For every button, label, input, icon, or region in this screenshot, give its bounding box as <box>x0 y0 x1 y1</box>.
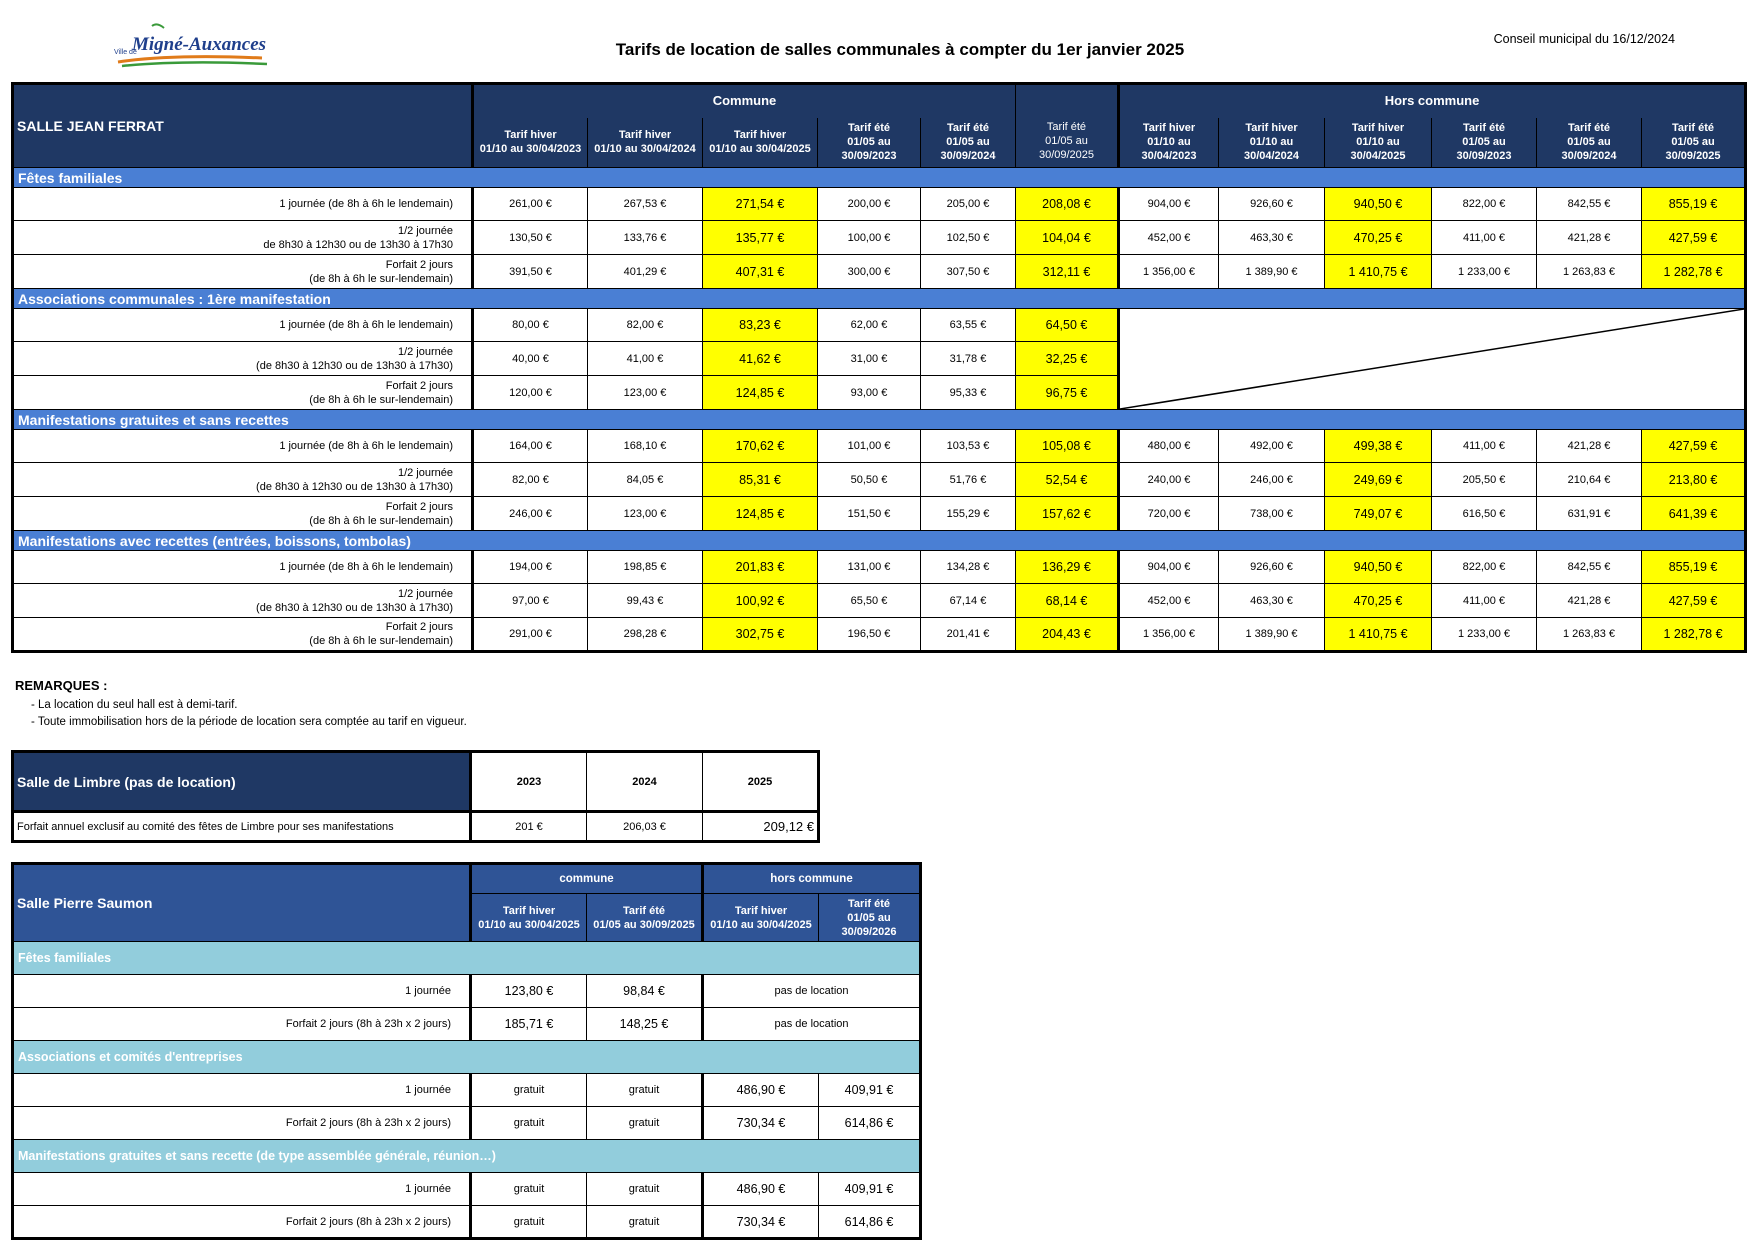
price-cell: 940,50 € <box>1325 551 1432 584</box>
price-cell: 240,00 € <box>1119 463 1219 497</box>
price-cell: 492,00 € <box>1219 430 1325 463</box>
table-row <box>13 975 921 1008</box>
price-cell: 267,53 € <box>588 188 703 221</box>
price-cell: 164,00 € <box>473 430 588 463</box>
price-cell: 196,50 € <box>818 618 921 652</box>
column-header <box>1219 118 1325 168</box>
section-header: Manifestations gratuites et sans recettes <box>13 410 1746 430</box>
row-label <box>13 376 473 410</box>
price-cell: 201,83 € <box>703 551 818 584</box>
text-line: 1/2 journée <box>397 345 453 358</box>
group-hors-commune: Hors commune <box>1119 84 1746 118</box>
column-header <box>703 894 819 942</box>
price-cell: 486,90 € <box>703 1074 819 1107</box>
text-line: Forfait 2 jours <box>385 500 453 513</box>
table-row <box>13 1107 921 1140</box>
meeting-date: Conseil municipal du 16/12/2024 <box>1493 32 1675 46</box>
limbre-value: 206,03 € <box>587 812 703 842</box>
text-line: (de 8h à 6h le sur-lendemain) <box>309 272 453 285</box>
price-cell: 62,00 € <box>818 309 921 342</box>
table-row <box>13 221 1746 255</box>
price-cell: 155,29 € <box>921 497 1016 531</box>
text-line: (de 8h à 6h le sur-lendemain) <box>309 514 453 527</box>
price-cell: 1 263,83 € <box>1537 618 1642 652</box>
row-label <box>13 551 473 584</box>
table-row <box>13 1008 921 1041</box>
limbre-value: 201 € <box>471 812 587 842</box>
table-row <box>13 309 1746 342</box>
text-line: 01/10 au <box>1147 136 1191 149</box>
price-cell: 194,00 € <box>473 551 588 584</box>
remark-item: - La location du seul hall est à demi-tarif. <box>31 699 238 711</box>
text-line: 01/05 au <box>1671 136 1715 149</box>
column-header <box>1325 118 1432 168</box>
price-cell: 271,54 € <box>703 188 818 221</box>
price-cell: 614,86 € <box>819 1107 921 1140</box>
column-header <box>703 118 818 168</box>
price-cell: 411,00 € <box>1432 221 1537 255</box>
price-cell: 616,50 € <box>1432 497 1537 531</box>
row-label <box>13 497 473 531</box>
price-cell: 307,50 € <box>921 255 1016 289</box>
text-line: 30/04/2024 <box>1243 150 1300 163</box>
price-cell: 421,28 € <box>1537 430 1642 463</box>
price-cell: 41,62 € <box>703 342 818 376</box>
row-label <box>13 221 473 255</box>
pierre-saumon-table <box>11 862 922 1240</box>
row-label: Forfait 2 jours (8h à 23h x 2 jours) <box>13 1107 471 1140</box>
price-cell: 249,69 € <box>1325 463 1432 497</box>
price-cell: 65,50 € <box>818 584 921 618</box>
row-label: Forfait 2 jours (8h à 23h x 2 jours) <box>13 1206 471 1239</box>
price-cell: 85,31 € <box>703 463 818 497</box>
price-cell: 470,25 € <box>1325 584 1432 618</box>
price-cell: 246,00 € <box>1219 463 1325 497</box>
text-line: Tarif été <box>1568 122 1610 135</box>
price-cell: 427,59 € <box>1642 584 1746 618</box>
text-line: 01/10 au 30/04/2025 <box>478 918 580 931</box>
price-cell: 133,76 € <box>588 221 703 255</box>
column-header <box>1016 84 1119 168</box>
price-cell: 80,00 € <box>473 309 588 342</box>
price-cell: 83,23 € <box>703 309 818 342</box>
price-cell: 738,00 € <box>1219 497 1325 531</box>
text-line: Tarif hiver <box>502 904 556 917</box>
text-line: 30/09/2024 <box>1561 150 1617 163</box>
price-cell: 130,50 € <box>473 221 588 255</box>
text-line: Tarif hiver <box>1245 122 1298 135</box>
text-line: 30/09/2023 <box>841 150 897 163</box>
price-cell: 842,55 € <box>1537 551 1642 584</box>
column-header <box>1432 118 1537 168</box>
price-cell: 134,28 € <box>921 551 1016 584</box>
price-cell: 123,00 € <box>588 376 703 410</box>
row-label <box>13 255 473 289</box>
table-row <box>13 1206 921 1239</box>
price-cell: 409,91 € <box>819 1173 921 1206</box>
text-line: 01/10 au 30/04/2025 <box>709 143 811 156</box>
price-cell: 157,62 € <box>1016 497 1119 531</box>
section-header: Manifestations avec recettes (entrées, boissons, tombolas) <box>13 531 1746 551</box>
limbre-title: Salle de Limbre (pas de location) <box>13 752 471 812</box>
text-line: 01/10 au <box>1356 136 1400 149</box>
price-cell: 50,50 € <box>818 463 921 497</box>
price-cell: 452,00 € <box>1119 221 1219 255</box>
limbre-row-label: Forfait annuel exclusif au comité des fêtes de Limbre pour ses manifestations <box>13 812 471 842</box>
price-cell: 168,10 € <box>588 430 703 463</box>
pierre-saumon-title: Salle Pierre Saumon <box>13 864 471 942</box>
column-header <box>588 118 703 168</box>
text-line: 30/09/2024 <box>940 150 996 163</box>
text-line: Forfait 2 jours <box>385 379 453 392</box>
price-cell: 204,43 € <box>1016 618 1119 652</box>
row-label: Forfait 2 jours (8h à 23h x 2 jours) <box>13 1008 471 1041</box>
text-line: Tarif été <box>848 897 890 910</box>
price-cell: 486,90 € <box>703 1173 819 1206</box>
column-header <box>473 118 588 168</box>
price-cell: gratuit <box>587 1173 703 1206</box>
jean-ferrat-table <box>11 82 1747 653</box>
text-line: 1 journée (de 8h à 6h le lendemain) <box>279 440 453 452</box>
text-line: 30/09/2025 <box>1038 149 1095 161</box>
price-cell: 480,00 € <box>1119 430 1219 463</box>
column-header <box>921 118 1016 168</box>
text-line: Tarif été <box>623 904 665 917</box>
price-cell: 1 282,78 € <box>1642 255 1746 289</box>
text-line: 01/10 au 30/04/2023 <box>479 143 582 156</box>
price-cell: 68,14 € <box>1016 584 1119 618</box>
price-cell: 200,00 € <box>818 188 921 221</box>
text-line: 1/2 journée <box>397 466 453 479</box>
price-cell: 82,00 € <box>473 463 588 497</box>
row-label <box>13 463 473 497</box>
text-line: Tarif hiver <box>734 904 788 917</box>
text-line: 01/05 au <box>1462 136 1506 149</box>
row-label <box>13 618 473 652</box>
limbre-table <box>11 750 820 843</box>
price-cell: 52,54 € <box>1016 463 1119 497</box>
price-cell: 100,92 € <box>703 584 818 618</box>
price-cell: 300,00 € <box>818 255 921 289</box>
price-cell: 1 233,00 € <box>1432 255 1537 289</box>
row-label <box>13 430 473 463</box>
price-cell: 298,28 € <box>588 618 703 652</box>
price-cell: 407,31 € <box>703 255 818 289</box>
text-line: 1 journée (de 8h à 6h le lendemain) <box>279 561 453 573</box>
price-cell: 95,33 € <box>921 376 1016 410</box>
price-cell: 1 233,00 € <box>1432 618 1537 652</box>
price-cell: 120,00 € <box>473 376 588 410</box>
table-row <box>13 430 1746 463</box>
price-cell: 104,04 € <box>1016 221 1119 255</box>
price-cell: 631,91 € <box>1537 497 1642 531</box>
text-line: (de 8h à 6h le sur-lendemain) <box>309 393 453 406</box>
price-cell: 213,80 € <box>1642 463 1746 497</box>
section-header: Manifestations gratuites et sans recette (de type assemblée générale, réunion…) <box>13 1140 921 1173</box>
price-cell: gratuit <box>587 1074 703 1107</box>
price-cell: 463,30 € <box>1219 221 1325 255</box>
text-line: Tarif hiver <box>504 129 557 142</box>
price-cell: 100,00 € <box>818 221 921 255</box>
price-cell: 67,14 € <box>921 584 1016 618</box>
price-cell: gratuit <box>471 1173 587 1206</box>
price-cell: 148,25 € <box>587 1008 703 1041</box>
text-line: Tarif été <box>848 122 890 135</box>
price-cell: 1 410,75 € <box>1325 618 1432 652</box>
limbre-year: 2023 <box>471 752 587 812</box>
price-cell: 926,60 € <box>1219 551 1325 584</box>
section-header: Associations communales : 1ère manifestation <box>13 289 1746 309</box>
section-header: Fêtes familiales <box>13 942 921 975</box>
price-cell: 123,00 € <box>588 497 703 531</box>
price-cell: 208,08 € <box>1016 188 1119 221</box>
price-cell: 1 356,00 € <box>1119 618 1219 652</box>
table-row <box>13 584 1746 618</box>
text-line: Tarif hiver <box>1142 122 1196 135</box>
price-cell: gratuit <box>471 1206 587 1239</box>
price-cell: 103,53 € <box>921 430 1016 463</box>
price-cell: 136,29 € <box>1016 551 1119 584</box>
row-label: 1 journée <box>13 1074 471 1107</box>
price-cell: 97,00 € <box>473 584 588 618</box>
price-cell: 1 263,83 € <box>1537 255 1642 289</box>
text-line: Tarif hiver <box>618 129 672 142</box>
text-line: 01/10 au <box>1249 136 1294 149</box>
column-header <box>1537 118 1642 168</box>
no-rental-cell: pas de location <box>703 1008 921 1041</box>
diagonal-strike <box>1120 309 1744 409</box>
row-label <box>13 188 473 221</box>
price-cell: 452,00 € <box>1119 584 1219 618</box>
price-cell: 926,60 € <box>1219 188 1325 221</box>
price-cell: 427,59 € <box>1642 430 1746 463</box>
price-cell: 210,64 € <box>1537 463 1642 497</box>
price-cell: 82,00 € <box>588 309 703 342</box>
price-cell: 302,75 € <box>703 618 818 652</box>
text-line: (de 8h à 6h le sur-lendemain) <box>309 635 453 647</box>
row-label: 1 journée <box>13 1173 471 1206</box>
group-commune: Commune <box>473 84 1016 118</box>
price-cell: 205,50 € <box>1432 463 1537 497</box>
price-cell: 201,41 € <box>921 618 1016 652</box>
price-cell: 291,00 € <box>473 618 588 652</box>
text-line: 1/2 journée <box>397 587 453 600</box>
price-cell: 421,28 € <box>1537 221 1642 255</box>
column-header <box>1119 118 1219 168</box>
price-cell: 614,86 € <box>819 1206 921 1239</box>
price-cell: 101,00 € <box>818 430 921 463</box>
table-row <box>13 188 1746 221</box>
remark-item: - Toute immobilisation hors de la période de location sera comptée au tarif en vigueur. <box>31 716 467 728</box>
price-cell: 246,00 € <box>473 497 588 531</box>
text-line: 30/04/2025 <box>1350 150 1406 163</box>
text-line: 30/09/2023 <box>1456 150 1512 163</box>
price-cell: 409,91 € <box>819 1074 921 1107</box>
price-cell: 198,85 € <box>588 551 703 584</box>
price-cell: gratuit <box>471 1107 587 1140</box>
limbre-year: 2024 <box>587 752 703 812</box>
text-line: de 8h30 à 12h30 ou de 13h30 à 17h30 <box>263 238 453 251</box>
column-header <box>587 894 703 942</box>
row-label: 1 journée <box>13 975 471 1008</box>
group-commune: commune <box>471 864 703 894</box>
price-cell: 940,50 € <box>1325 188 1432 221</box>
price-cell: 170,62 € <box>703 430 818 463</box>
price-cell: 124,85 € <box>703 497 818 531</box>
text-line: 1 journée (de 8h à 6h le lendemain) <box>279 198 453 210</box>
column-header <box>819 894 921 942</box>
text-line: 01/05 au <box>1567 136 1611 149</box>
price-cell: 401,29 € <box>588 255 703 289</box>
price-cell: 411,00 € <box>1432 584 1537 618</box>
price-cell: 151,50 € <box>818 497 921 531</box>
price-cell: 411,00 € <box>1432 430 1537 463</box>
price-cell: 99,43 € <box>588 584 703 618</box>
no-rental-cell: pas de location <box>703 975 921 1008</box>
price-cell: 185,71 € <box>471 1008 587 1041</box>
text-line: 01/05 au <box>1045 135 1088 147</box>
text-line: 1/2 journée <box>397 224 453 237</box>
price-cell: 1 410,75 € <box>1325 255 1432 289</box>
price-cell: 261,00 € <box>473 188 588 221</box>
price-cell: 96,75 € <box>1016 376 1119 410</box>
jean-ferrat-title: SALLE JEAN FERRAT <box>13 84 473 168</box>
price-cell: 427,59 € <box>1642 221 1746 255</box>
text-line: 01/05 au <box>847 911 891 924</box>
price-cell: 1 356,00 € <box>1119 255 1219 289</box>
text-line: 01/10 au 30/04/2024 <box>594 143 696 156</box>
table-row <box>13 255 1746 289</box>
text-line: 01/05 au <box>847 136 891 149</box>
price-cell: 730,34 € <box>703 1107 819 1140</box>
text-line: (de 8h30 à 12h30 ou de 13h30 à 17h30) <box>256 480 453 493</box>
price-cell: 470,25 € <box>1325 221 1432 255</box>
price-cell: 749,07 € <box>1325 497 1432 531</box>
price-cell: 391,50 € <box>473 255 588 289</box>
price-cell: 1 282,78 € <box>1642 618 1746 652</box>
price-cell: 84,05 € <box>588 463 703 497</box>
price-cell: 855,19 € <box>1642 188 1746 221</box>
price-cell: 123,80 € <box>471 975 587 1008</box>
text-line: Tarif été <box>1463 122 1505 135</box>
limbre-year: 2025 <box>703 752 819 812</box>
remarks-title: REMARQUES : <box>15 678 108 693</box>
price-cell: 51,76 € <box>921 463 1016 497</box>
text-line: 01/05 au <box>946 136 990 149</box>
price-cell: 205,00 € <box>921 188 1016 221</box>
price-cell: gratuit <box>587 1206 703 1239</box>
group-hors-commune: hors commune <box>703 864 921 894</box>
document-title: Tarifs de location de salles communales à compter du 1er janvier 2025 <box>615 40 1185 59</box>
column-header <box>471 894 587 942</box>
price-cell: 499,38 € <box>1325 430 1432 463</box>
price-cell: 730,34 € <box>703 1206 819 1239</box>
section-header: Associations et comités d'entreprises <box>13 1041 921 1074</box>
limbre-value: 209,12 € <box>703 812 819 842</box>
text-line: 1 journée (de 8h à 6h le lendemain) <box>279 319 453 331</box>
text-line: 30/04/2023 <box>1141 150 1197 163</box>
price-cell: 31,78 € <box>921 342 1016 376</box>
row-label <box>13 342 473 376</box>
price-cell: 904,00 € <box>1119 188 1219 221</box>
text-line: Tarif été <box>1672 122 1715 135</box>
text-line: 30/09/2026 <box>841 925 897 938</box>
column-header <box>1642 118 1746 168</box>
price-cell: 31,00 € <box>818 342 921 376</box>
price-cell: 822,00 € <box>1432 188 1537 221</box>
text-line: (de 8h30 à 12h30 ou de 13h30 à 17h30) <box>256 359 453 372</box>
text-line: 01/05 au 30/09/2025 <box>593 918 695 931</box>
price-cell: 463,30 € <box>1219 584 1325 618</box>
row-label <box>13 309 473 342</box>
svg-text:Migné-Auxances: Migné-Auxances <box>132 34 267 55</box>
text-line: (de 8h30 à 12h30 ou de 13h30 à 17h30) <box>256 601 453 614</box>
text-line: Tarif été <box>947 122 989 135</box>
text-line: 01/10 au 30/04/2025 <box>710 918 812 931</box>
text-line: Tarif été <box>1046 121 1087 133</box>
table-row <box>13 463 1746 497</box>
price-cell: 855,19 € <box>1642 551 1746 584</box>
text-line: Tarif hiver <box>733 129 787 142</box>
row-label <box>13 584 473 618</box>
table-row <box>13 551 1746 584</box>
text-line: Forfait 2 jours <box>385 258 453 271</box>
town-logo <box>112 18 272 74</box>
text-line: Forfait 2 jours <box>385 621 453 633</box>
price-cell: 93,00 € <box>818 376 921 410</box>
price-cell: 842,55 € <box>1537 188 1642 221</box>
svg-text:Ville de: Ville de <box>114 49 137 56</box>
price-cell: 131,00 € <box>818 551 921 584</box>
price-cell: 641,39 € <box>1642 497 1746 531</box>
remarks-block <box>15 678 915 733</box>
column-header <box>818 118 921 168</box>
price-cell: 1 389,90 € <box>1219 618 1325 652</box>
price-cell: 32,25 € <box>1016 342 1119 376</box>
price-cell: 105,08 € <box>1016 430 1119 463</box>
price-cell: 40,00 € <box>473 342 588 376</box>
price-cell: 64,50 € <box>1016 309 1119 342</box>
table-row <box>13 1074 921 1107</box>
price-cell: 822,00 € <box>1432 551 1537 584</box>
text-line: Tarif hiver <box>1351 122 1405 135</box>
text-line: 30/09/2025 <box>1665 150 1721 163</box>
price-cell: 124,85 € <box>703 376 818 410</box>
price-cell: 135,77 € <box>703 221 818 255</box>
price-cell: 421,28 € <box>1537 584 1642 618</box>
table-row <box>13 497 1746 531</box>
section-header: Fêtes familiales <box>13 168 1746 188</box>
price-cell: 98,84 € <box>587 975 703 1008</box>
price-cell: gratuit <box>471 1074 587 1107</box>
not-applicable-cell <box>1119 309 1746 410</box>
price-cell: 904,00 € <box>1119 551 1219 584</box>
price-cell: gratuit <box>587 1107 703 1140</box>
price-cell: 102,50 € <box>921 221 1016 255</box>
price-cell: 41,00 € <box>588 342 703 376</box>
price-cell: 1 389,90 € <box>1219 255 1325 289</box>
price-cell: 312,11 € <box>1016 255 1119 289</box>
table-row <box>13 1173 921 1206</box>
table-row <box>13 618 1746 652</box>
price-cell: 63,55 € <box>921 309 1016 342</box>
price-cell: 720,00 € <box>1119 497 1219 531</box>
